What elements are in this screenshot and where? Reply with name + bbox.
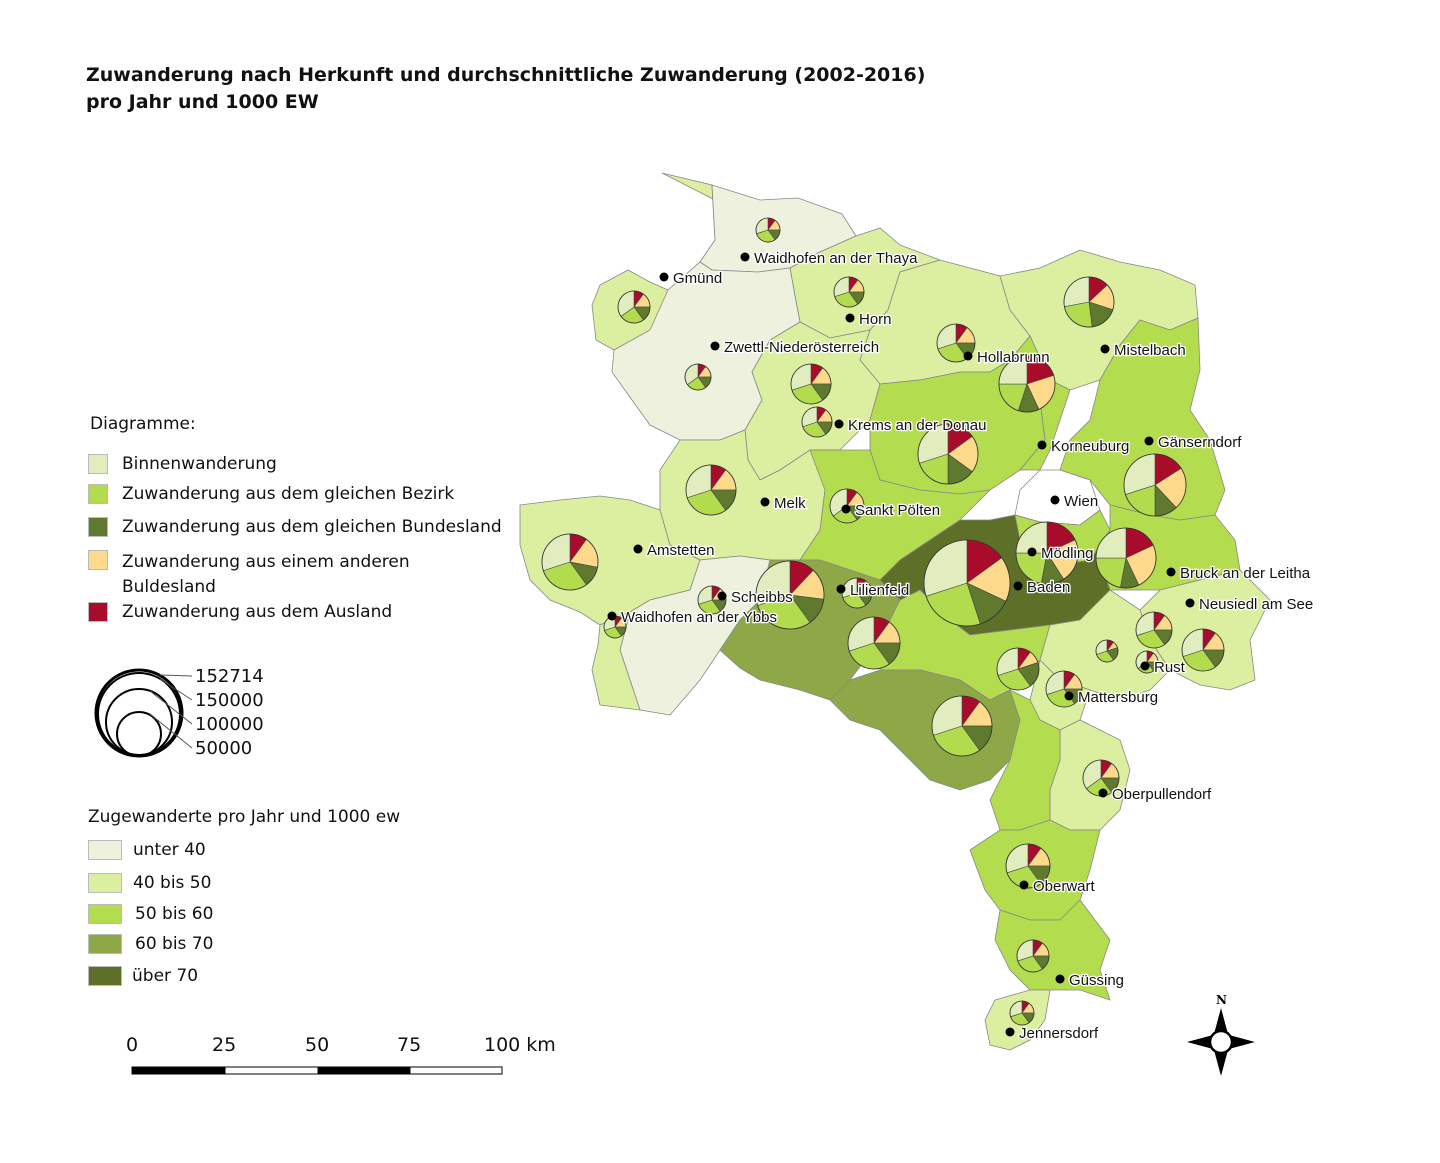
pie-chart bbox=[1182, 629, 1224, 671]
pie-legend-label: Zuwanderung aus dem Ausland bbox=[122, 602, 393, 622]
city-marker bbox=[711, 342, 720, 351]
class-legend-label: über 70 bbox=[132, 966, 199, 986]
pie-chart bbox=[924, 540, 1010, 626]
pie-chart bbox=[618, 291, 650, 323]
pie-chart bbox=[848, 617, 900, 669]
city-label: Wien bbox=[1064, 493, 1099, 510]
class-legend-swatch bbox=[88, 873, 122, 893]
class-legend-label: 50 bis 60 bbox=[135, 904, 214, 924]
city-marker bbox=[608, 612, 617, 621]
city-marker bbox=[1167, 568, 1176, 577]
pie-legend-label-line2: Buldesland bbox=[122, 577, 216, 597]
pie-chart bbox=[791, 364, 831, 404]
city-label: Mattersburg bbox=[1078, 689, 1159, 706]
size-label-150000: 150000 bbox=[195, 690, 264, 711]
pie-chart bbox=[1046, 671, 1082, 707]
class-legend-item bbox=[88, 903, 213, 925]
city-label: Krems an der Donau bbox=[848, 417, 987, 434]
pie-legend-label: Binnenwanderung bbox=[122, 454, 277, 474]
pie-chart bbox=[932, 696, 992, 756]
pie-chart bbox=[1124, 454, 1186, 516]
pie-legend-item bbox=[88, 516, 502, 538]
pie-chart bbox=[756, 218, 780, 242]
city-label: Oberpullendorf bbox=[1112, 786, 1212, 803]
city-label: Zwettl-Niederösterreich bbox=[724, 339, 880, 356]
pie-legend-item bbox=[88, 550, 410, 598]
pie-legend-swatch bbox=[88, 454, 108, 474]
city-marker bbox=[1099, 789, 1108, 798]
city-label: Jennersdorf bbox=[1019, 1025, 1099, 1042]
city-label: Korneuburg bbox=[1051, 438, 1130, 455]
north-arrow-center bbox=[1210, 1031, 1232, 1053]
class-legend-label: unter 40 bbox=[133, 840, 206, 860]
size-label-100000: 100000 bbox=[195, 714, 264, 735]
city-marker bbox=[835, 420, 844, 429]
class-legend-item bbox=[88, 872, 211, 894]
pie-chart bbox=[997, 648, 1039, 690]
city-marker bbox=[837, 585, 846, 594]
pie-legend-heading: Diagramme: bbox=[90, 414, 196, 434]
pie-legend-label: Zuwanderung aus dem gleichen Bezirk bbox=[122, 484, 455, 504]
pie-chart bbox=[686, 465, 736, 515]
pie-chart bbox=[542, 534, 598, 590]
scale-label-50: 50 bbox=[305, 1034, 330, 1056]
pie-chart bbox=[685, 364, 711, 390]
scale-seg-3 bbox=[318, 1067, 410, 1074]
scale-bar bbox=[132, 1067, 502, 1074]
map-title-line2: pro Jahr und 1000 EW bbox=[86, 91, 319, 113]
city-marker bbox=[846, 314, 855, 323]
size-circle-50000 bbox=[117, 712, 161, 756]
city-marker bbox=[1141, 662, 1150, 671]
city-label: Waidhofen an der Ybbs bbox=[621, 609, 777, 626]
city-label: Waidhofen an der Thaya bbox=[754, 250, 918, 267]
city-marker bbox=[1056, 975, 1065, 984]
city-marker bbox=[1065, 692, 1074, 701]
pie-chart bbox=[1136, 612, 1172, 648]
city-marker bbox=[1020, 881, 1029, 890]
map-title-line1: Zuwanderung nach Herkunft und durchschnittliche Zuwanderung (2002-2016) bbox=[86, 64, 926, 86]
city-marker bbox=[1006, 1028, 1015, 1037]
class-legend-item bbox=[88, 933, 213, 955]
city-label: Bruck an der Leitha bbox=[1180, 565, 1311, 582]
class-legend-swatch bbox=[88, 904, 122, 924]
city-label: Amstetten bbox=[647, 542, 715, 559]
pie-legend-item bbox=[88, 453, 277, 475]
class-legend-heading: Zugewanderte pro Jahr und 1000 ew bbox=[88, 807, 401, 827]
city-marker bbox=[718, 592, 727, 601]
pie-chart bbox=[1017, 940, 1049, 972]
city-marker bbox=[741, 253, 750, 262]
pie-chart bbox=[834, 277, 864, 307]
scale-label-25: 25 bbox=[212, 1034, 237, 1056]
city-label: Rust bbox=[1154, 659, 1185, 676]
city-label: Mödling bbox=[1041, 545, 1094, 562]
city-label: Gänserndorf bbox=[1158, 434, 1242, 451]
city-label: Sankt Pölten bbox=[855, 502, 941, 519]
city-label: Horn bbox=[859, 311, 892, 328]
scale-seg-2 bbox=[225, 1067, 318, 1074]
city-label: Neusiedl am See bbox=[1199, 596, 1314, 613]
city-label: Gmünd bbox=[673, 270, 723, 287]
size-circle-100000 bbox=[106, 689, 172, 755]
pie-chart bbox=[1096, 528, 1156, 588]
class-legend-swatch bbox=[88, 840, 122, 860]
scale-seg-4 bbox=[410, 1067, 502, 1074]
pie-chart bbox=[802, 407, 832, 437]
pie-legend-label-line1: Zuwanderung aus einem anderen bbox=[122, 552, 410, 572]
city-label: Mistelbach bbox=[1114, 342, 1186, 359]
city-marker bbox=[964, 352, 973, 361]
city-marker bbox=[761, 498, 770, 507]
pie-legend-label: Zuwanderung aus dem gleichen Bundesland bbox=[122, 517, 502, 537]
scale-label-75: 75 bbox=[397, 1034, 422, 1056]
pie-legend-item bbox=[88, 601, 392, 623]
city-label: Baden bbox=[1027, 579, 1071, 596]
city-label: Oberwart bbox=[1033, 878, 1095, 895]
city-marker bbox=[842, 505, 851, 514]
pie-legend-swatch bbox=[88, 517, 108, 537]
pie-chart bbox=[1064, 277, 1114, 327]
class-legend-swatch bbox=[88, 966, 122, 986]
pie-legend-label bbox=[122, 550, 410, 600]
city-marker bbox=[660, 273, 669, 282]
size-legend bbox=[96, 670, 192, 756]
class-legend-item bbox=[88, 839, 206, 861]
north-arrow bbox=[1187, 993, 1255, 1076]
pie-legend-swatch bbox=[88, 484, 108, 504]
scale-label-0: 0 bbox=[126, 1034, 139, 1056]
north-arrow-label: N bbox=[1216, 993, 1227, 1007]
city-marker bbox=[1101, 345, 1110, 354]
scale-seg-1 bbox=[132, 1067, 225, 1074]
city-marker bbox=[1014, 582, 1023, 591]
pie-chart bbox=[1096, 640, 1118, 662]
size-circle-150000 bbox=[98, 673, 180, 755]
city-marker bbox=[1051, 496, 1060, 505]
city-marker bbox=[1145, 437, 1154, 446]
city-marker bbox=[634, 545, 643, 554]
class-legend-item bbox=[88, 965, 198, 987]
city-label: Scheibbs bbox=[731, 589, 793, 606]
size-leader-152714 bbox=[160, 675, 192, 676]
pie-legend-swatch bbox=[88, 602, 108, 622]
city-marker bbox=[1038, 441, 1047, 450]
class-legend-swatch bbox=[88, 934, 122, 954]
city-marker bbox=[1028, 548, 1037, 557]
size-label-50000: 50000 bbox=[195, 738, 253, 759]
pie-legend-item bbox=[88, 483, 454, 505]
size-label-152714: 152714 bbox=[195, 666, 264, 687]
class-legend-label: 60 bis 70 bbox=[135, 934, 214, 954]
city-label: Hollabrunn bbox=[977, 349, 1050, 366]
pie-chart bbox=[1010, 1001, 1034, 1025]
city-label: Melk bbox=[774, 495, 806, 512]
city-marker bbox=[1186, 599, 1195, 608]
scale-label-100km: 100 km bbox=[484, 1034, 556, 1056]
class-legend-label: 40 bis 50 bbox=[133, 873, 212, 893]
city-label: Güssing bbox=[1069, 972, 1125, 989]
city-label: Lilienfeld bbox=[850, 582, 910, 599]
pie-legend-swatch bbox=[88, 550, 108, 570]
